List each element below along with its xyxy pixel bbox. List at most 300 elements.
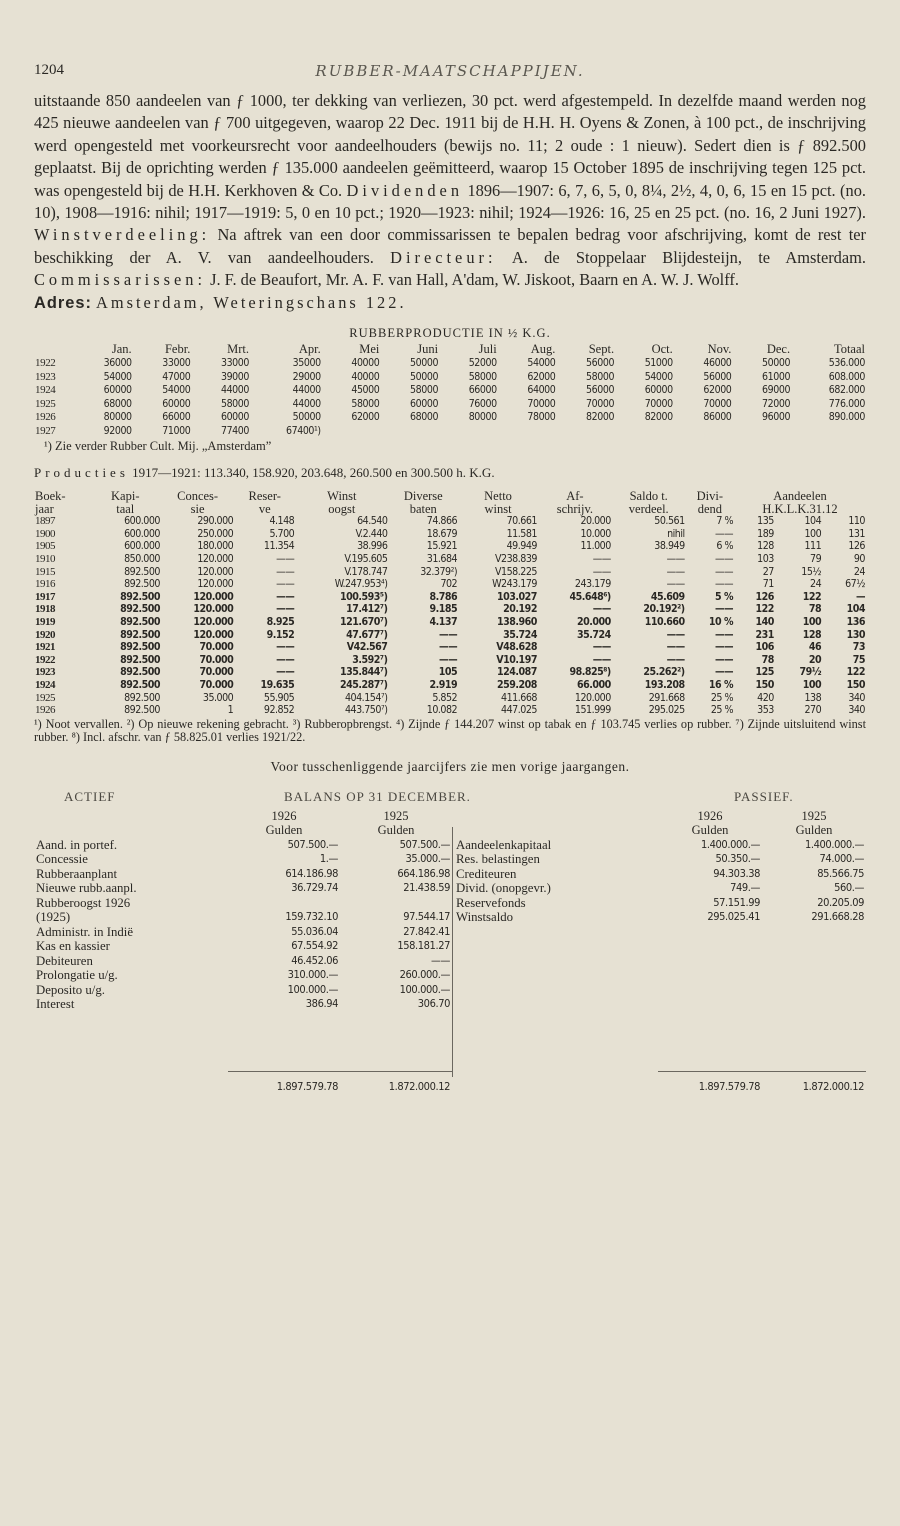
financial-row [34, 591, 866, 604]
financial-cell: nihil [667, 527, 685, 540]
production-cell: 45000 [351, 384, 380, 397]
liability-value-1926: 749.— [730, 881, 760, 895]
financial-cell: 5 % [715, 590, 734, 603]
asset-label: Nieuwe rubb.aanpl. [36, 881, 137, 896]
assets-unit-2: Gulden [377, 823, 415, 838]
financial-header-top: Reser- [248, 489, 281, 504]
financial-cell: 104 [804, 515, 822, 528]
asset-label: Deposito u/g. [36, 982, 105, 997]
asset-row [34, 939, 452, 954]
financial-cell: 10.082 [426, 704, 458, 717]
financial-header-bottom: taal [116, 501, 135, 516]
financial-cell: 120.000 [193, 616, 234, 628]
production-table [34, 342, 866, 438]
asset-value-1926: 507.500.— [287, 837, 338, 851]
financial-cell: 702 [440, 578, 458, 591]
financial-cell: 150 [755, 678, 774, 691]
financial-cell: 18.679 [426, 527, 458, 540]
financial-cell: 892.500 [120, 603, 160, 616]
financial-year: 1905 [35, 540, 55, 553]
asset-row [34, 954, 452, 969]
financial-cell: 125 [755, 666, 774, 679]
financial-cell: —— [714, 653, 734, 666]
production-cell: 54000 [644, 370, 673, 383]
production-cell: 60000 [410, 397, 439, 410]
financial-row [34, 515, 866, 528]
production-cell: 56000 [586, 384, 615, 397]
liabilities-total-row [454, 1071, 866, 1094]
asset-value-1925 [340, 896, 452, 911]
production-row [34, 425, 866, 439]
production-month-header: Mrt. [227, 342, 250, 357]
production-cell: 52000 [468, 357, 497, 370]
production-cell: 58000 [586, 370, 615, 383]
financial-cell: 15½ [801, 565, 822, 578]
financial-cell: 100 [802, 616, 822, 628]
assets-total-row [34, 1071, 452, 1094]
financial-cell: 79½ [799, 666, 822, 679]
financial-cell: —— [714, 603, 734, 616]
production-cell [791, 425, 866, 439]
financial-cell: 16 % [708, 678, 734, 691]
production-cell: 76000 [468, 397, 497, 410]
financial-row [34, 553, 866, 566]
assets-column [34, 809, 452, 1012]
financial-cell: 55.905 [263, 691, 295, 704]
financial-cell: 131 [848, 527, 865, 540]
profit-distribution-text: Na aftrek van een door commissarissen te bepalen bedrag voor afschrijving, komt de rest ter beschikking der A. V. van aandeelhouders. [34, 225, 866, 267]
balance-divider [452, 827, 453, 1077]
financial-cell: 9.152 [266, 628, 295, 641]
financial-cell: V238.839 [495, 553, 537, 566]
financial-cell: —— [276, 553, 295, 566]
production-month-header: Febr. [164, 342, 191, 357]
financial-cell: 600.000 [124, 527, 160, 540]
financial-cell: 128 [757, 540, 774, 553]
financial-cell: 259.208 [497, 678, 537, 691]
financial-cell: 128 [802, 628, 822, 641]
financial-header-top: Winst [327, 489, 357, 504]
liability-row [454, 852, 866, 867]
asset-row [34, 968, 452, 983]
financial-cell: 20.000 [580, 515, 611, 528]
asset-label: Kas en kassier [36, 939, 110, 954]
running-title: RUBBER-MAATSCHAPPIJEN. [315, 62, 585, 80]
financial-cell: 124.087 [497, 666, 537, 679]
production-cell: 50000 [410, 370, 439, 383]
financial-cell: —— [592, 553, 611, 566]
financial-cell: 295.025 [648, 704, 685, 717]
financial-row [34, 666, 866, 679]
production-cell [732, 425, 791, 439]
financial-cell: 122 [846, 666, 865, 679]
production-cell: 71000 [162, 424, 191, 437]
production-cell: 62000 [703, 384, 732, 397]
financial-cell: 104 [846, 603, 865, 616]
financial-row [34, 679, 866, 692]
financial-cell: —— [276, 666, 295, 679]
balance-title: BALANS OP 31 DECEMBER. [284, 788, 471, 804]
production-cell: 80000 [103, 411, 132, 424]
financial-cell: 92.852 [263, 704, 295, 717]
assets-table [34, 809, 452, 1012]
financial-cell: 27 [762, 565, 774, 578]
financial-header-bottom: sie [190, 501, 205, 516]
financial-cell: W243.179 [492, 578, 537, 591]
production-cell [674, 425, 733, 439]
financial-cell: 67½ [845, 578, 865, 591]
liability-label: Divid. (onopgevr.) [456, 881, 551, 896]
financial-cell: 180.000 [197, 540, 234, 553]
financial-cell: 106 [755, 641, 774, 654]
financial-cell: 189 [757, 527, 774, 540]
production-year: 1924 [35, 384, 56, 397]
production-month-header: Aug. [530, 342, 556, 357]
financial-cell: —— [714, 641, 734, 654]
financial-cell: 78 [761, 653, 774, 666]
liability-value-1926: 1.400.000.— [701, 837, 760, 851]
production-cell: 536.000 [828, 357, 865, 370]
financial-row [34, 704, 866, 717]
liability-label: Res. belastingen [456, 852, 540, 867]
financial-cell: 140 [755, 616, 774, 628]
assets-total-1926: 1.897.579.78 [228, 1071, 340, 1094]
liability-value-1926: 94.303.38 [713, 866, 760, 880]
financial-cell: 11.000 [580, 540, 611, 553]
financial-cell: 90 [853, 553, 865, 566]
financial-cell: 103 [757, 553, 774, 566]
production-cell: 70000 [527, 397, 556, 410]
production-cell: 66000 [162, 411, 191, 424]
financial-cell: 49.949 [506, 540, 537, 553]
financial-cell: 25.262²) [643, 666, 685, 679]
financial-cell: 138.960 [497, 616, 537, 628]
production-cell: 72000 [762, 397, 791, 410]
financial-cell: 126 [848, 540, 865, 553]
financial-cell: 404.154⁷) [345, 691, 388, 704]
financial-cell: —— [276, 590, 295, 603]
financial-cell: —— [714, 666, 734, 679]
production-cell: 36000 [103, 357, 132, 370]
production-cell: 44000 [292, 397, 321, 410]
financial-cell: V10.197 [496, 653, 537, 666]
financial-cell: 103.027 [497, 590, 537, 603]
financial-cell: W.247.953⁴) [334, 578, 388, 591]
asset-value-1926: 614.186.98 [285, 866, 338, 880]
production-month-header: Apr. [298, 342, 321, 357]
financial-row [34, 616, 866, 629]
financial-cell: 20.000 [577, 616, 611, 628]
asset-value-1925: 35.000.— [405, 852, 450, 866]
liability-value-1926: 50.350.— [715, 852, 760, 866]
financial-cell: 79 [810, 553, 822, 566]
production-cell: 40000 [351, 370, 380, 383]
financial-cell: 892.500 [120, 653, 160, 666]
financial-cell: 5.852 [432, 691, 458, 704]
asset-value-1926: 46.452.06 [291, 953, 338, 967]
production-cell: 58000 [410, 384, 439, 397]
financial-cell: 250.000 [197, 527, 234, 540]
financial-year: 1921 [35, 641, 55, 654]
asset-row [34, 983, 452, 998]
asset-value-1925: 260.000.— [399, 968, 450, 982]
production-cell: 29000 [292, 370, 321, 383]
financial-cell: 122 [755, 603, 774, 616]
production-row [34, 384, 866, 398]
production-month-header: Mei [359, 342, 380, 357]
production-footnote: ¹) Zie verder Rubber Cult. Mij. „Amsterdam” [44, 439, 272, 454]
financial-cell: 136 [846, 616, 865, 628]
production-cell [498, 425, 557, 439]
liability-row [454, 881, 866, 896]
financial-cell: 120.000 [197, 578, 234, 591]
financial-cell: 340 [848, 691, 865, 704]
assets-year-row [34, 809, 452, 824]
financial-header-top: Conces- [177, 489, 219, 504]
financial-cell: 270 [804, 704, 822, 717]
financial-cell: 120.000 [193, 590, 234, 603]
production-cell: 96000 [762, 411, 791, 424]
financial-cell: V.178.747 [344, 565, 388, 578]
financial-cell: 121.670⁷) [339, 616, 388, 628]
financial-cell: 135 [757, 515, 774, 528]
asset-value-1925: 97.544.17 [403, 910, 450, 924]
liability-row [454, 867, 866, 882]
financial-cell: 15.921 [426, 540, 458, 553]
financial-cell: V.2.440 [355, 527, 388, 540]
financial-cell: —— [666, 553, 685, 566]
financial-cell: 19.635 [260, 678, 295, 691]
financial-header-top: Divi- [696, 489, 724, 504]
financial-cell: 38.996 [357, 540, 388, 553]
financial-year: 1897 [35, 515, 55, 528]
production-month-header: Totaal [833, 342, 865, 357]
asset-value-1925: 158.181.27 [397, 939, 450, 953]
passief-label: PASSIEF. [734, 788, 794, 804]
financial-cell: 420 [757, 691, 774, 704]
production-cell: 58000 [351, 397, 380, 410]
asset-label: Concessie [36, 852, 88, 867]
financial-cell: —— [592, 653, 611, 666]
production-year: 1923 [35, 370, 56, 383]
financial-cell: —— [666, 578, 685, 591]
financial-cell: 135.844⁷) [339, 666, 388, 679]
financial-row [34, 603, 866, 616]
director-text: A. de Stoppelaar Blijdesteijn, te Amsterdam. [496, 247, 866, 267]
financial-cell: 74.866 [426, 515, 458, 528]
production-cell: 62000 [351, 411, 380, 424]
financial-cell: 120.000 [193, 628, 234, 641]
liabilities-year-1926: 1926 [697, 808, 723, 823]
financial-cell: 120.000 [193, 603, 234, 616]
production-cell: 54000 [527, 357, 556, 370]
financial-cell: 100.593⁵) [339, 590, 388, 603]
financial-footnotes: ¹) Noot vervallen. ²) Op nieuwe rekening gebracht. ³) Rubberopbrengst. ⁴) Zijnde ƒ 144.207 winst op tabak en ƒ 103.745 verlies op rubber. ⁷) Zijnde uitsluitend winst rubber. ⁸) Incl. afschr. van ƒ 58.825.01 verlies 1921/22. [34, 716, 866, 745]
balance-sheet [34, 809, 866, 1099]
financial-cell: 340 [848, 704, 865, 717]
production-cell: 608.000 [828, 370, 865, 383]
asset-label: Administr. in Indië [36, 924, 134, 939]
commissioners-text: J. F. de Beaufort, Mr. A. F. van Hall, A'dam, W. Jiskoot, Baarn en A. W. J. Wolff. [206, 270, 739, 290]
financial-cell: —— [276, 603, 295, 616]
production-cell: 54000 [103, 370, 132, 383]
financial-cell: 231 [755, 628, 774, 641]
financial-cell: 35.724 [577, 628, 611, 641]
financial-cell: 600.000 [124, 540, 160, 553]
financial-cell: 70.000 [199, 653, 234, 666]
asset-label: Rubberoogst 1926 [36, 895, 131, 910]
financial-year: 1915 [35, 565, 55, 578]
production-year: 1926 [35, 411, 56, 424]
liability-value-1925: 560.— [834, 881, 864, 895]
page-header [34, 58, 866, 86]
asset-value-1926: 310.000.— [287, 968, 338, 982]
liability-value-1925: 1.400.000.— [805, 837, 864, 851]
production-cell: 66000 [468, 384, 497, 397]
asset-label: Interest [36, 997, 75, 1012]
liabilities-total-1926: 1.897.579.78 [658, 1071, 762, 1094]
liabilities-column [454, 809, 866, 925]
financial-cell: 892.500 [124, 565, 160, 578]
financial-year: 1923 [35, 666, 55, 679]
production-year: 1925 [35, 397, 56, 410]
liabilities-year-row [454, 809, 866, 824]
financial-cell: 32.379²) [420, 565, 458, 578]
production-header-row [34, 342, 866, 357]
financial-row [34, 528, 866, 541]
financial-cell: 443.750⁷) [345, 704, 388, 717]
year-column-header [34, 342, 74, 357]
production-cell: 58000 [468, 370, 497, 383]
asset-value-1925: —— [431, 953, 450, 967]
production-cell: 46000 [703, 357, 732, 370]
financial-header-bottom: schrijv. [556, 501, 594, 516]
production-cell: 60000 [162, 397, 191, 410]
financial-header-top: Kapi- [111, 489, 140, 504]
production-cell: 33000 [162, 357, 191, 370]
liabilities-unit-1: Gulden [691, 823, 729, 838]
liabilities-table [454, 809, 866, 925]
financial-cell: —— [666, 641, 685, 654]
financial-table [34, 490, 866, 717]
production-cell: 82000 [644, 411, 673, 424]
financial-cell: 9.185 [429, 603, 458, 616]
assets-year-1925: 1925 [383, 808, 409, 823]
financial-year: 1926 [35, 704, 55, 717]
financial-year: 1920 [35, 628, 55, 641]
asset-value-1926: 1.— [319, 852, 338, 866]
production-month-header: Dec. [766, 342, 791, 357]
previous-years-note: Voor tusschenliggende jaarcijfers zie men vorige jaargangen. [270, 758, 630, 774]
financial-cell: 120.000 [574, 691, 611, 704]
financial-cell: 110 [848, 515, 865, 528]
assets-totals [34, 1071, 452, 1095]
financial-cell: 35.724 [503, 628, 537, 641]
financial-cell: 75 [852, 653, 865, 666]
financial-year: 1900 [35, 527, 55, 540]
financial-cell: V42.567 [346, 641, 388, 654]
production-cell [380, 425, 439, 439]
financial-cell: —— [714, 578, 734, 591]
producties-line [34, 464, 866, 482]
financial-cell: 892.500 [124, 578, 160, 591]
liability-value-1925: 74.000.— [819, 852, 864, 866]
director-label: Directeur: [390, 247, 497, 267]
financial-header-bottom: baten [409, 501, 437, 516]
financial-cell: 892.500 [120, 616, 160, 628]
financial-cell: 3.592⁷) [352, 653, 388, 666]
production-row [34, 357, 866, 371]
asset-row [34, 910, 452, 925]
financial-cell: —— [276, 565, 295, 578]
production-cell: 67400¹) [286, 424, 321, 437]
production-cell: 39000 [220, 370, 250, 383]
financial-cell: 6 % [716, 540, 734, 553]
financial-cell: — [855, 590, 865, 603]
liability-row [454, 838, 866, 853]
address-label: Adres: [34, 293, 92, 312]
financial-cell: 25 % [710, 691, 734, 704]
financial-cell: 600.000 [124, 515, 160, 528]
asset-row [34, 997, 452, 1012]
financial-year: 1924 [35, 678, 55, 691]
financial-cell: 4.148 [269, 515, 295, 528]
production-cell: 78000 [527, 411, 556, 424]
financial-cell: 122 [802, 590, 822, 603]
assets-total-1925: 1.872.000.12 [340, 1071, 452, 1094]
financial-cell: 24 [810, 578, 822, 591]
financial-header-bottom: winst [484, 501, 512, 516]
liability-value-1925: 20.205.09 [817, 895, 864, 909]
financial-cell: 50.561 [654, 515, 685, 528]
financial-cell: —— [592, 565, 611, 578]
financial-header-top: Netto [484, 489, 512, 504]
liability-label: Crediteuren [456, 866, 517, 881]
asset-value-1926: 159.732.10 [285, 910, 338, 924]
balance-heading [34, 789, 866, 809]
production-cell: 86000 [703, 411, 732, 424]
production-month-header: Sept. [588, 342, 615, 357]
financial-cell: —— [714, 565, 734, 578]
liability-label: Winstsaldo [456, 910, 514, 925]
asset-value-1925: 27.842.41 [403, 924, 450, 938]
production-cell [439, 425, 498, 439]
asset-value-1926 [228, 896, 340, 911]
financial-cell: 17.412⁷) [346, 603, 388, 616]
liability-value-1925: 85.566.75 [817, 866, 864, 880]
financial-row [34, 641, 866, 654]
production-cell: 50000 [292, 411, 321, 424]
producties-label: Producties [34, 465, 129, 481]
production-row [34, 398, 866, 412]
financial-header-bottom: jaar [35, 501, 54, 516]
liabilities-totals [454, 1071, 866, 1095]
financial-cell: 38.949 [654, 540, 685, 553]
financial-cell: —— [439, 628, 458, 641]
financial-cell: —— [439, 653, 458, 666]
financial-cell: 66.000 [577, 678, 611, 691]
production-cell: 58000 [220, 397, 250, 410]
production-month-header: Juli [478, 342, 497, 357]
financial-cell: 892.500 [120, 666, 160, 679]
financial-cell: 120.000 [197, 565, 234, 578]
production-cell: 62000 [527, 370, 556, 383]
financial-cell: 892.500 [120, 641, 160, 654]
asset-row [34, 838, 452, 853]
financial-header-bottom: verdeel. [628, 501, 669, 516]
financial-cell: —— [592, 641, 611, 654]
financial-year: 1916 [35, 578, 55, 591]
